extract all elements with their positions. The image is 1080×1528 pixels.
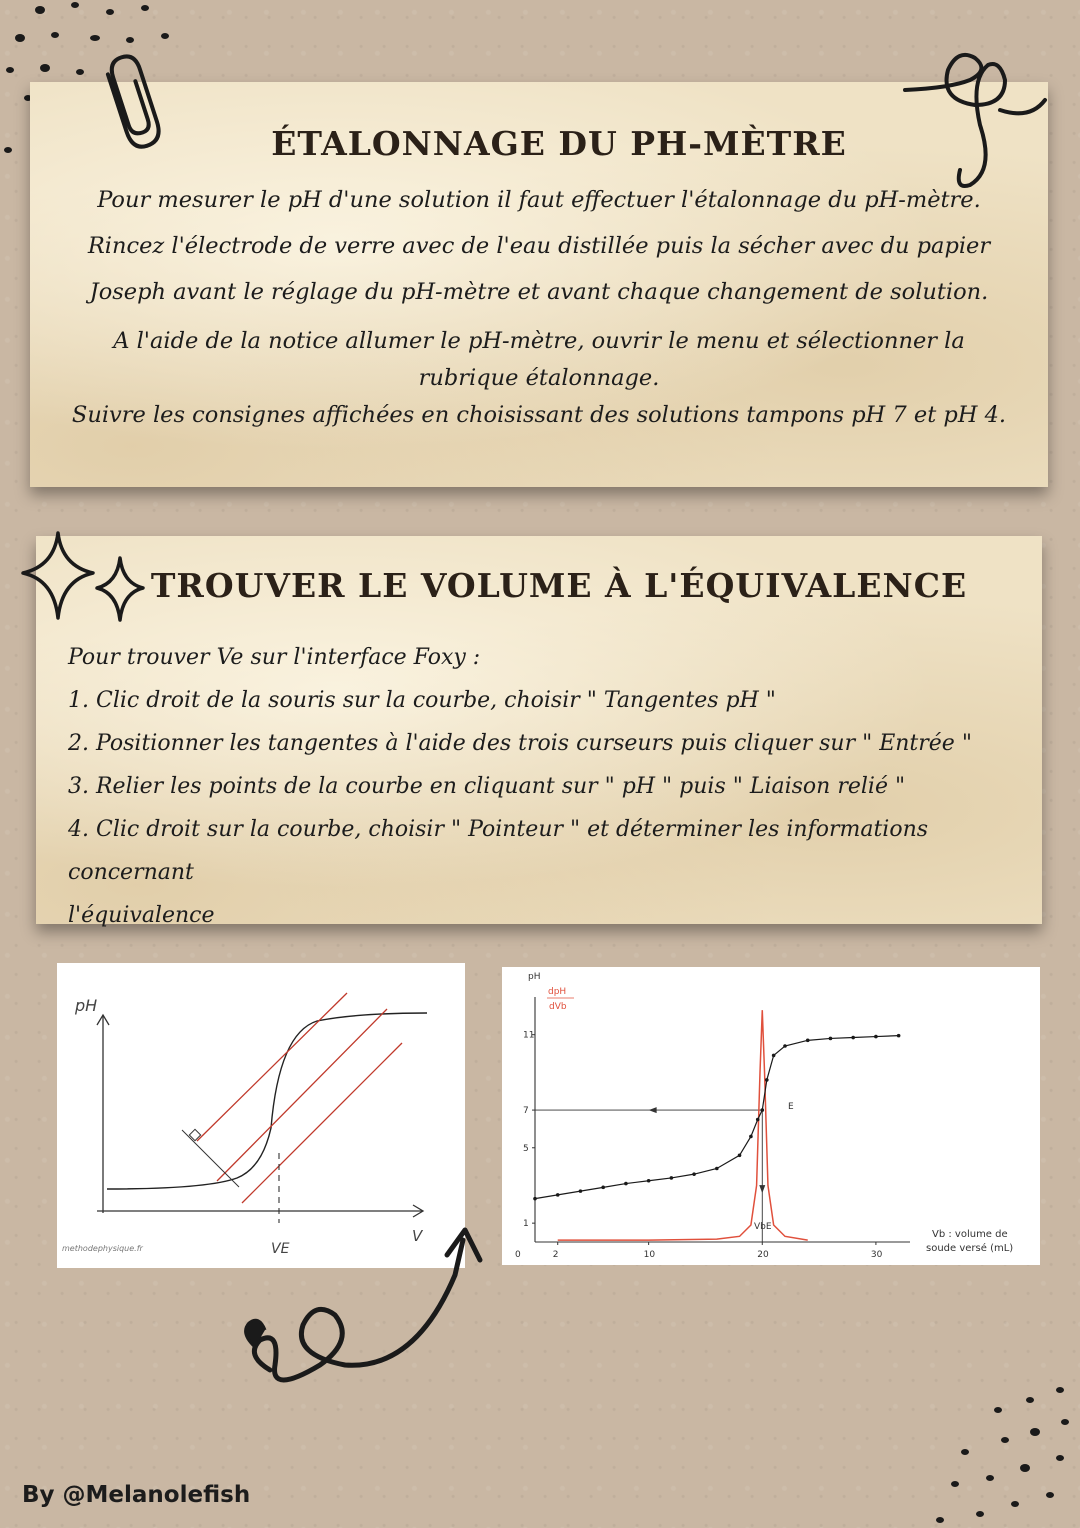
calibration-title: ÉTALONNAGE DU PH-MÈTRE xyxy=(271,124,847,163)
y-tick-label: 7 xyxy=(523,1106,529,1117)
squiggle-icon xyxy=(900,40,1070,200)
calibration-line: rubrique étalonnage. xyxy=(418,365,660,391)
ph-data-point xyxy=(760,1108,764,1112)
equivalence-step: 1. Clic droit de la souris sur la courbe, choisir " Tangentes pH " xyxy=(68,688,776,713)
equivalence-intro: Pour trouver Ve sur l'interface Foxy : xyxy=(68,645,481,670)
calibration-line: Joseph avant le réglage du pH-mètre et avant chaque changement de solution. xyxy=(89,279,989,305)
calibration-line: Suivre les consignes affichées en choisissant des solutions tampons pH 7 et pH 4. xyxy=(71,402,1007,428)
ph-data-point xyxy=(772,1054,776,1058)
ph-data-point xyxy=(715,1167,719,1171)
fig1-credit: methodephysique.fr xyxy=(62,1244,143,1253)
scattered-dots-left xyxy=(0,140,30,180)
chart2-vbe-label: VbE xyxy=(754,1222,772,1232)
guide-arrow-icon xyxy=(759,1185,765,1193)
ph-data-point xyxy=(874,1035,878,1039)
chart2-deriv-num: dpH xyxy=(548,987,567,997)
ph-data-point xyxy=(647,1179,651,1183)
derivative-series-line xyxy=(558,1010,808,1240)
y-tick-label: 1 xyxy=(523,1219,529,1230)
paperclip-icon xyxy=(88,48,168,158)
equivalence-title: TROUVER LE VOLUME À L'ÉQUIVALENCE xyxy=(150,566,968,605)
x-tick-label: 10 xyxy=(643,1250,656,1260)
chart2-y-label: pH xyxy=(528,972,541,982)
ph-data-point xyxy=(601,1186,605,1190)
ph-data-point xyxy=(579,1189,583,1193)
ph-data-point xyxy=(692,1172,696,1176)
ph-data-point xyxy=(556,1193,560,1197)
calibration-text xyxy=(70,177,1008,435)
ph-data-point xyxy=(829,1037,833,1041)
equivalence-step: 3. Relier les points de la courbe en cliquant sur " pH " puis " Liaison relié " xyxy=(68,774,906,799)
chart2-deriv-den: dVb xyxy=(549,1002,567,1012)
sparkle-icon xyxy=(18,528,148,628)
equivalence-text xyxy=(68,636,1022,937)
guide-arrow-icon xyxy=(649,1107,657,1113)
chart2-point-label: E xyxy=(788,1102,794,1112)
calibration-line: A l'aide de la notice allumer le pH-mètre, ouvrir le menu et sélectionner la xyxy=(113,328,965,354)
chart2-x-caption-1: Vb : volume de xyxy=(932,1229,1008,1240)
derivative-method-chart xyxy=(502,967,1040,1265)
ph-data-point xyxy=(670,1176,674,1180)
x-tick-label: 2 xyxy=(552,1250,559,1260)
y-tick-label: 5 xyxy=(523,1143,529,1154)
calibration-line: Rincez l'électrode de verre avec de l'eau distillée puis la sécher avec du papier xyxy=(87,233,991,259)
ph-data-point xyxy=(783,1044,787,1048)
equivalence-steps xyxy=(68,679,1022,937)
fig1-x-label: V xyxy=(412,1227,423,1245)
author-credit: By @Melanolefish xyxy=(22,1482,251,1508)
x-tick-label: 20 xyxy=(757,1250,769,1260)
calibration-card xyxy=(30,82,1048,487)
ph-series-line xyxy=(535,1036,899,1199)
ph-data-point xyxy=(756,1118,760,1122)
equivalence-step-continued: l'équivalence xyxy=(68,903,215,928)
equivalence-step: 2. Positionner les tangentes à l'aide des trois curseurs puis cliquer sur " Entrée " xyxy=(68,731,972,756)
y-tick-label: 11 xyxy=(523,1030,535,1041)
fig1-y-label: pH xyxy=(75,996,98,1015)
ph-data-point xyxy=(738,1154,742,1158)
chart2-x-caption-2: soude versé (mL) xyxy=(926,1243,1014,1254)
ph-data-point xyxy=(851,1036,855,1040)
calibration-line: Pour mesurer le pH d'une solution il faut effectuer l'étalonnage du pH-mètre. xyxy=(97,187,981,213)
fig1-ve-label: VE xyxy=(271,1241,290,1257)
ph-data-point xyxy=(765,1078,769,1082)
ph-data-point xyxy=(533,1197,537,1201)
ph-data-point xyxy=(897,1034,901,1038)
ph-data-point xyxy=(806,1039,810,1043)
x-tick-label: 0 xyxy=(515,1250,521,1260)
curly-arrow-icon xyxy=(225,1215,505,1405)
ph-data-point xyxy=(624,1182,628,1186)
x-tick-label: 30 xyxy=(870,1250,883,1260)
ph-data-point xyxy=(749,1135,753,1139)
scattered-dots-bottom-right xyxy=(920,1380,1080,1528)
equivalence-card xyxy=(36,536,1042,928)
equivalence-step: 4. Clic droit sur la courbe, choisir " Pointeur " et déterminer les informations concernant xyxy=(68,817,929,885)
